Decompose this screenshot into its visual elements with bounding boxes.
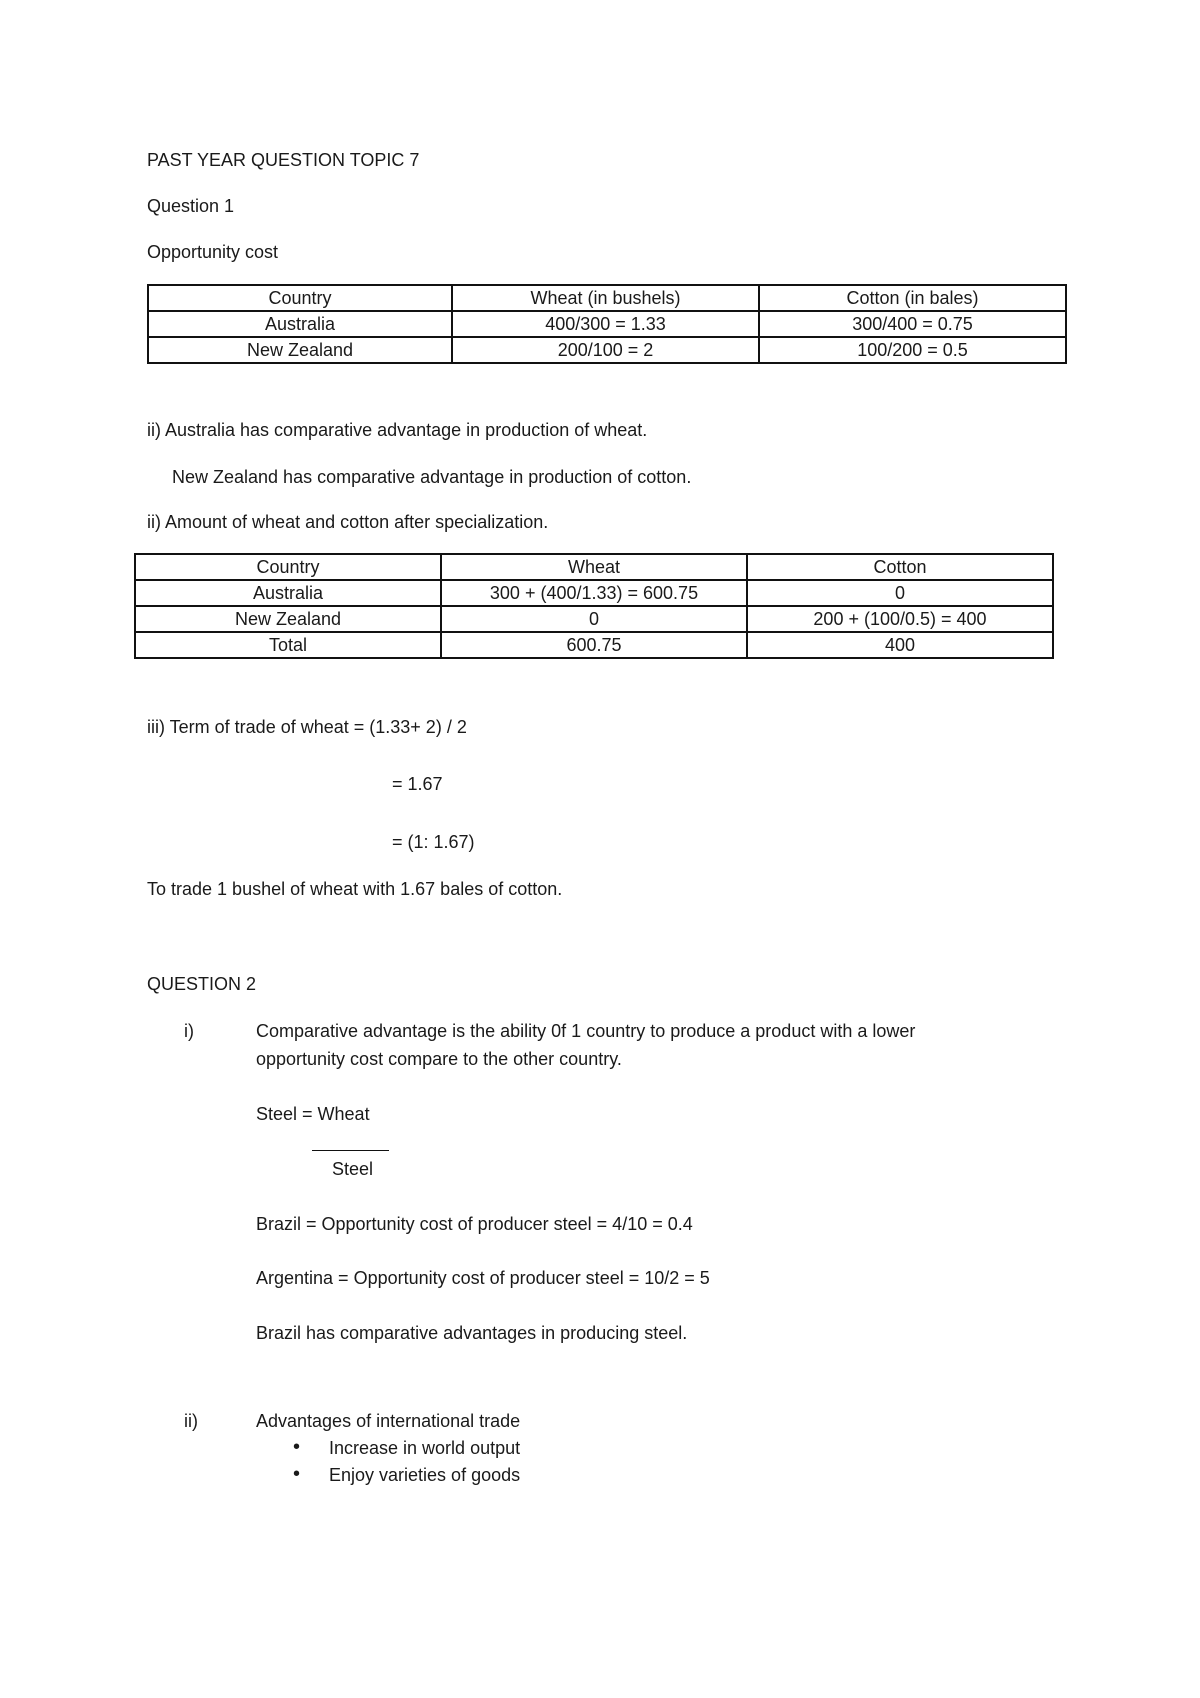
argentina-opportunity-cost: Argentina = Opportunity cost of producer steel = 10/2 = 5 bbox=[256, 1268, 710, 1288]
column-header: Cotton bbox=[747, 554, 1053, 580]
specialization-heading: ii) Amount of wheat and cotton after specialization. bbox=[147, 512, 549, 532]
table-cell: 100/200 = 0.5 bbox=[759, 337, 1066, 363]
advantage-statement-new-zealand: New Zealand has comparative advantage in production of cotton. bbox=[172, 467, 692, 487]
table-cell: 0 bbox=[747, 580, 1053, 606]
table-row bbox=[135, 580, 1053, 606]
list-item: Increase in world output bbox=[329, 1438, 521, 1458]
table-cell: 300 + (400/1.33) = 600.75 bbox=[441, 580, 747, 606]
terms-of-trade-ratio: = (1: 1.67) bbox=[392, 832, 475, 852]
table-cell: Total bbox=[135, 632, 441, 658]
comparative-advantage-conclusion: Brazil has comparative advantages in producing steel. bbox=[256, 1323, 688, 1343]
bullet-icon: • bbox=[293, 1463, 301, 1485]
table-cell: Australia bbox=[148, 311, 452, 337]
part-i-label: i) bbox=[184, 1021, 194, 1041]
column-header: Wheat bbox=[441, 554, 747, 580]
terms-of-trade-result: = 1.67 bbox=[392, 774, 443, 794]
table-cell: New Zealand bbox=[148, 337, 452, 363]
document-header: PAST YEAR QUESTION TOPIC 7 bbox=[147, 150, 420, 170]
advantages-heading: Advantages of international trade bbox=[256, 1411, 521, 1431]
table-cell: 300/400 = 0.75 bbox=[759, 311, 1066, 337]
column-header: Cotton (in bales) bbox=[759, 285, 1066, 311]
table-cell: 600.75 bbox=[441, 632, 747, 658]
table-row bbox=[135, 606, 1053, 632]
comparative-advantage-definition: Comparative advantage is the ability 0f 1 country to produce a product with a lower bbox=[256, 1021, 916, 1041]
table-header-row bbox=[148, 285, 1066, 311]
table-row bbox=[148, 337, 1066, 363]
terms-of-trade-conclusion: To trade 1 bushel of wheat with 1.67 bales of cotton. bbox=[147, 879, 563, 899]
comparative-advantage-definition-cont: opportunity cost compare to the other country. bbox=[256, 1049, 622, 1069]
advantage-statement-australia: ii) Australia has comparative advantage in production of wheat. bbox=[147, 420, 648, 440]
table-cell: 200 + (100/0.5) = 400 bbox=[747, 606, 1053, 632]
table-cell: 0 bbox=[441, 606, 747, 632]
opportunity-cost-heading: Opportunity cost bbox=[147, 242, 279, 262]
question-2-title: QUESTION 2 bbox=[147, 974, 257, 994]
specialization-table bbox=[134, 553, 1054, 659]
table-cell: Australia bbox=[135, 580, 441, 606]
table-cell: 400/300 = 1.33 bbox=[452, 311, 759, 337]
table-header-row bbox=[135, 554, 1053, 580]
table-total-row bbox=[135, 632, 1053, 658]
fraction-line bbox=[312, 1150, 389, 1151]
table-cell: 200/100 = 2 bbox=[452, 337, 759, 363]
opportunity-cost-table bbox=[147, 284, 1067, 364]
column-header: Wheat (in bushels) bbox=[452, 285, 759, 311]
table-cell: 400 bbox=[747, 632, 1053, 658]
column-header: Country bbox=[148, 285, 452, 311]
table-row bbox=[148, 311, 1066, 337]
table-cell: New Zealand bbox=[135, 606, 441, 632]
steel-formula-denominator: Steel bbox=[332, 1159, 374, 1179]
question-1-title: Question 1 bbox=[147, 196, 235, 216]
terms-of-trade-formula: iii) Term of trade of wheat = (1.33+ 2) / 2 bbox=[147, 717, 467, 737]
steel-formula: Steel = Wheat bbox=[256, 1104, 370, 1124]
brazil-opportunity-cost: Brazil = Opportunity cost of producer steel = 4/10 = 0.4 bbox=[256, 1214, 693, 1234]
list-item: Enjoy varieties of goods bbox=[329, 1465, 521, 1485]
part-ii-label: ii) bbox=[184, 1411, 198, 1431]
bullet-icon: • bbox=[293, 1436, 301, 1458]
column-header: Country bbox=[135, 554, 441, 580]
